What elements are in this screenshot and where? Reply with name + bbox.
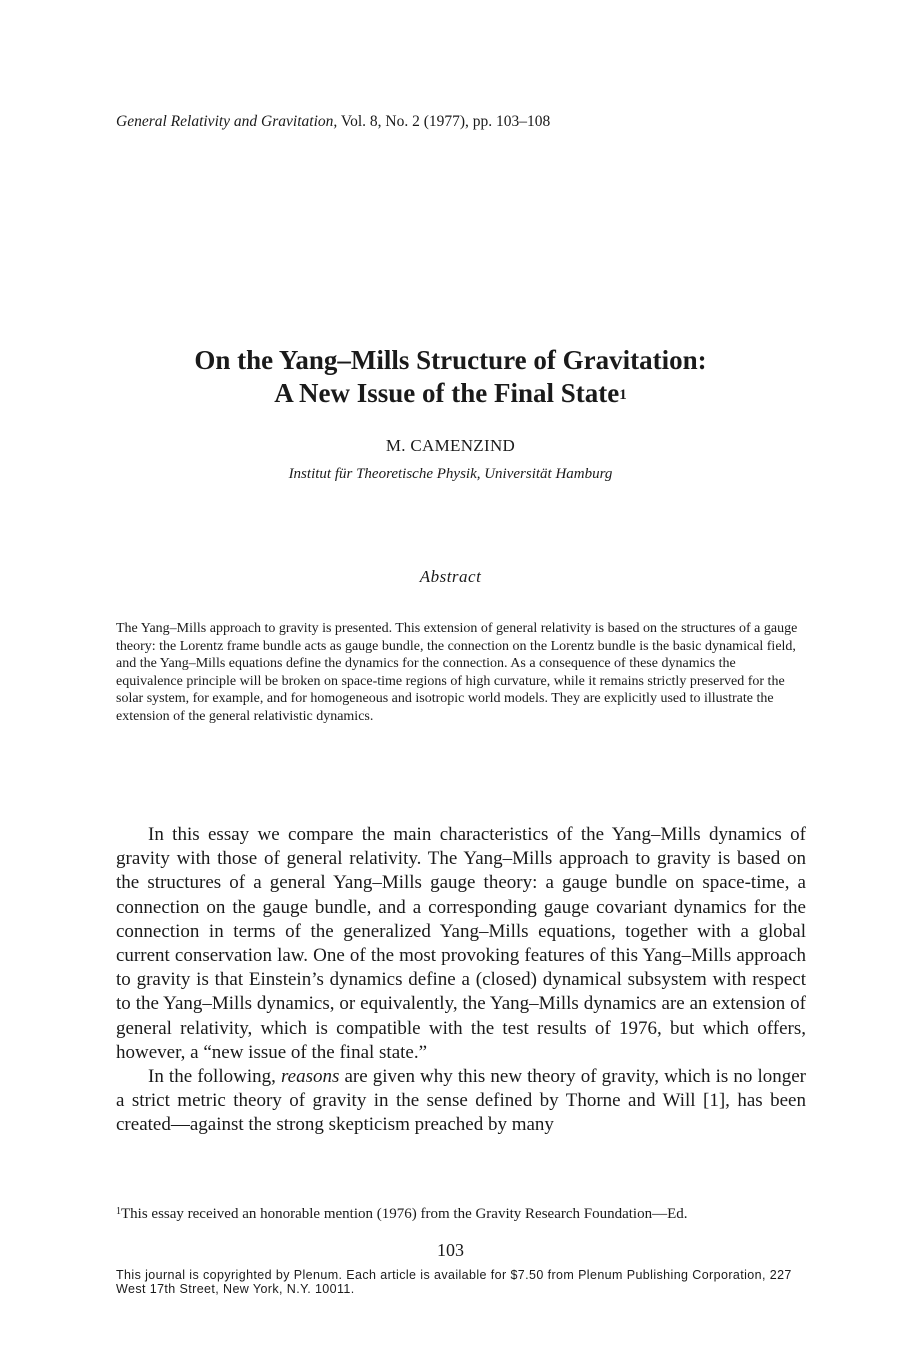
body-paragraph-1: In this essay we compare the main characteristics of the Yang–Mills dynamics of gravity with those of general relativity. The Yang–Mills approach to gravity is based on the structures of a general Yang–Mills gauge theory: a gauge bundle on space-time, a connection on the gauge bundle, and a corresponding gauge covariant dynamics for the connection in terms of the generalized Yang–Mills equations, together with a global current conservation law. One of the most provoking features of this Yang–Mills approach to gravity is that Einstein’s dynamics define a (closed) dynamical subsystem with respect to the Yang–Mills dynamics, or equivalently, the Yang–Mills dynamics are an extension of general relativity, which is compatible with the test results of 1976, but which offers, however, a “new issue of the final state.” (116, 824, 806, 1063)
journal-name: General Relativity and Gravitation, (116, 113, 338, 130)
body-paragraph-2 (116, 1065, 806, 1138)
abstract-heading: Abstract (419, 567, 482, 586)
copyright-notice: This journal is copyrighted by Plenum. Each article is available for $7.50 from Plenum Publishing Corporation, 227 West 17th Street, New York, N.Y. 10011. (116, 1268, 792, 1296)
paragraph-2-prefix: In the following, (148, 1066, 276, 1088)
footnote-marker: 1 (116, 1206, 121, 1217)
title-line-1: On the Yang–Mills Structure of Gravitation: (194, 345, 707, 375)
author-name: M. CAMENZIND (385, 436, 516, 455)
title-line-2-text: A New Issue of the Final State (274, 378, 620, 408)
journal-citation-header (116, 113, 550, 131)
page-number: 103 (437, 1240, 464, 1260)
paper-title (0, 344, 901, 410)
abstract-text: The Yang–Mills approach to gravity is presented. This extension of general relativity is based on the structures of a gauge theory: the Lorentz frame bundle acts as gauge bundle, the connection on the Lorentz bundle is the basic dynamical field, and the Yang–Mills equations define the dynamics for the connection. As a consequence of these dynamics the equivalence principle will be broken on space-time regions of high curvature, while it remains strictly preserved for the solar system, for example, and for homogeneous and isotropic world models. They are explicitly used to illustrate the extension of the general relativistic dynamics. (116, 621, 798, 724)
title-footnote-marker: 1 (619, 387, 627, 403)
paragraph-2-emphasis: reasons (280, 1066, 340, 1088)
paragraph-2-rest: are given why this new theory of gravity, which is no longer a strict metric theory of gravity in the sense defined by Thorne and Will [1], has been created—against the strong skepticism preached by many (116, 1066, 807, 1136)
author-affiliation: Institut für Theoretische Physik, Universität Hamburg (288, 466, 613, 482)
body-text (116, 823, 806, 1138)
journal-volume-pages: Vol. 8, No. 2 (1977), pp. 103–108 (340, 113, 551, 130)
footnote (116, 1206, 688, 1223)
title-line-2 (0, 377, 901, 410)
footnote-text: This essay received an honorable mention (1976) from the Gravity Research Foundation—Ed. (121, 1206, 688, 1222)
